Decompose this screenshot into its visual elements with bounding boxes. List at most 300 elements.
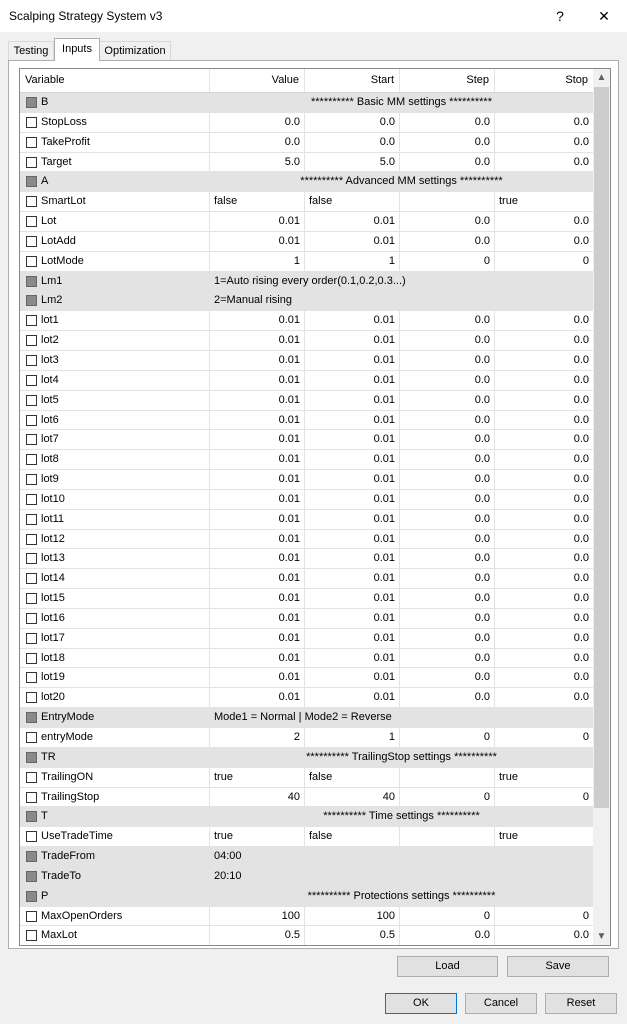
stop-cell[interactable]: 0.0 <box>573 473 589 486</box>
col-start[interactable]: Start <box>305 69 400 92</box>
value-cell[interactable]: 0.01 <box>210 212 305 231</box>
value-cell[interactable]: 0.01 <box>210 530 305 549</box>
value-cell[interactable]: 0.01 <box>210 232 305 251</box>
start-cell[interactable]: 0.01 <box>305 411 400 430</box>
variable-name-cell[interactable] <box>20 807 210 826</box>
load-button[interactable]: Load <box>397 956 498 977</box>
table-row[interactable] <box>20 172 593 192</box>
variable-name-cell[interactable] <box>20 569 210 588</box>
table-row[interactable] <box>20 609 593 629</box>
variable-name: Lm1 <box>41 274 63 287</box>
optimize-checkbox[interactable] <box>26 434 37 445</box>
variable-name: lot6 <box>41 413 59 426</box>
stop-cell[interactable]: 0 <box>582 254 589 267</box>
variable-name-cell[interactable] <box>20 153 210 172</box>
stop-cell[interactable]: 0.0 <box>573 433 589 446</box>
value-cell[interactable]: 40 <box>210 788 305 807</box>
stop-cell[interactable]: 0.0 <box>573 215 589 228</box>
tab-optimization[interactable]: Optimization <box>99 41 171 60</box>
variable-name-cell[interactable] <box>20 609 210 628</box>
variable-name-cell[interactable] <box>20 291 210 310</box>
value-cell[interactable]: 0.0 <box>210 113 305 132</box>
step-cell[interactable]: 0.0 <box>400 549 495 568</box>
value-cell[interactable]: 0.01 <box>210 331 305 350</box>
step-cell[interactable]: 0.0 <box>400 133 495 152</box>
stop-cell[interactable]: 0.0 <box>573 651 589 664</box>
step-cell[interactable]: 0.0 <box>400 212 495 231</box>
stop-cell[interactable]: 0.0 <box>573 532 589 545</box>
optimize-checkbox[interactable] <box>26 553 37 564</box>
table-row[interactable] <box>20 411 593 431</box>
optimize-checkbox[interactable] <box>26 831 37 842</box>
table-row[interactable] <box>20 549 593 569</box>
stop-cell[interactable]: true <box>499 830 518 843</box>
table-row[interactable] <box>20 827 593 847</box>
stop-cell[interactable]: 0.0 <box>573 234 589 247</box>
col-variable[interactable]: Variable <box>20 69 210 92</box>
variable-name-cell[interactable] <box>20 788 210 807</box>
optimize-checkbox[interactable] <box>26 573 37 584</box>
stop-cell[interactable]: 0.0 <box>573 611 589 624</box>
table-row[interactable] <box>20 232 593 252</box>
step-cell[interactable]: 0.0 <box>400 530 495 549</box>
optimize-checkbox[interactable] <box>26 157 37 168</box>
table-row[interactable] <box>20 629 593 649</box>
value-cell[interactable]: 0.01 <box>210 668 305 687</box>
step-cell[interactable]: 0.0 <box>400 688 495 707</box>
variable-name: lot10 <box>41 492 65 505</box>
optimize-checkbox[interactable] <box>26 514 37 525</box>
value-cell[interactable]: 0.0 <box>210 133 305 152</box>
start-cell[interactable]: 0.0 <box>305 113 400 132</box>
variable-name-cell[interactable] <box>20 867 210 886</box>
variable-name-cell[interactable] <box>20 411 210 430</box>
table-row[interactable] <box>20 788 593 808</box>
value-cell[interactable]: false <box>210 192 305 211</box>
optimize-checkbox[interactable] <box>26 891 37 902</box>
variable-name-cell[interactable] <box>20 827 210 846</box>
variable-name-cell[interactable] <box>20 688 210 707</box>
step-cell[interactable]: 0 <box>400 252 495 271</box>
step-cell[interactable]: 0.0 <box>400 649 495 668</box>
stop-cell[interactable]: 0.0 <box>573 115 589 128</box>
value-cell[interactable]: 0.01 <box>210 629 305 648</box>
vertical-scrollbar[interactable] <box>593 69 610 945</box>
step-cell[interactable]: 0.0 <box>400 470 495 489</box>
start-cell[interactable]: 0.01 <box>305 391 400 410</box>
optimize-checkbox[interactable] <box>26 375 37 386</box>
step-cell[interactable]: 0 <box>400 728 495 747</box>
variable-name-cell[interactable] <box>20 371 210 390</box>
variable-name-cell[interactable] <box>20 887 210 906</box>
stop-cell[interactable]: 0.0 <box>573 155 589 168</box>
optimize-checkbox[interactable] <box>26 712 37 723</box>
variable-name: TR <box>41 750 56 763</box>
section-heading: ********** Time settings ********** <box>210 807 593 826</box>
table-row[interactable] <box>20 113 593 133</box>
info-text: 2=Manual rising <box>210 291 593 310</box>
value-cell[interactable]: 0.01 <box>210 430 305 449</box>
cancel-button[interactable]: Cancel <box>465 993 537 1014</box>
step-cell[interactable]: 0.0 <box>400 311 495 330</box>
variable-name-cell[interactable] <box>20 272 210 291</box>
stop-cell[interactable]: 0.0 <box>573 492 589 505</box>
variable-name-cell[interactable] <box>20 450 210 469</box>
value-cell[interactable]: 0.01 <box>210 311 305 330</box>
optimize-checkbox[interactable] <box>26 534 37 545</box>
value-cell[interactable]: 0.01 <box>210 649 305 668</box>
start-cell[interactable]: 0.01 <box>305 470 400 489</box>
save-button[interactable]: Save <box>507 956 609 977</box>
value-cell[interactable]: 0.01 <box>210 490 305 509</box>
scroll-thumb[interactable] <box>594 87 609 808</box>
table-row[interactable] <box>20 133 593 153</box>
optimize-checkbox[interactable] <box>26 236 37 247</box>
variable-name-cell[interactable] <box>20 589 210 608</box>
table-row[interactable] <box>20 649 593 669</box>
optimize-checkbox[interactable] <box>26 851 37 862</box>
stop-cell[interactable]: 0.0 <box>573 135 589 148</box>
start-cell[interactable]: 0.0 <box>305 133 400 152</box>
variable-name: TradeTo <box>41 869 81 882</box>
stop-cell[interactable]: 0.0 <box>573 552 589 565</box>
table-row[interactable] <box>20 331 593 351</box>
stop-cell[interactable]: 0.0 <box>573 572 589 585</box>
table-row[interactable] <box>20 668 593 688</box>
variable-name-cell[interactable] <box>20 311 210 330</box>
variable-name: lot2 <box>41 334 59 347</box>
value-cell[interactable]: 0.01 <box>210 688 305 707</box>
table-row[interactable] <box>20 291 593 311</box>
table-row[interactable] <box>20 807 593 827</box>
variable-name-cell[interactable] <box>20 708 210 727</box>
variable-name-cell[interactable] <box>20 172 210 191</box>
stop-cell[interactable]: 0.0 <box>573 453 589 466</box>
step-cell[interactable]: 0.0 <box>400 371 495 390</box>
value-cell[interactable]: 0.01 <box>210 391 305 410</box>
variable-name-cell[interactable] <box>20 549 210 568</box>
col-value[interactable]: Value <box>210 69 305 92</box>
stop-cell[interactable]: 0.0 <box>573 314 589 327</box>
optimize-checkbox[interactable] <box>26 415 37 426</box>
variable-name-cell[interactable] <box>20 470 210 489</box>
step-cell[interactable]: 0.0 <box>400 926 495 945</box>
start-cell[interactable]: 0.01 <box>305 371 400 390</box>
variable-name-cell[interactable] <box>20 649 210 668</box>
value-cell[interactable]: 100 <box>210 907 305 926</box>
step-cell[interactable]: 0.0 <box>400 589 495 608</box>
stop-cell[interactable]: true <box>499 770 518 783</box>
table-row[interactable] <box>20 887 593 907</box>
table-row[interactable] <box>20 589 593 609</box>
table-row[interactable] <box>20 490 593 510</box>
value-cell[interactable]: 0.01 <box>210 371 305 390</box>
table-row[interactable] <box>20 847 593 867</box>
step-cell[interactable]: 0.0 <box>400 351 495 370</box>
variable-name-cell[interactable] <box>20 490 210 509</box>
step-cell[interactable]: 0.0 <box>400 331 495 350</box>
value-cell[interactable]: 5.0 <box>210 153 305 172</box>
optimize-checkbox[interactable] <box>26 474 37 485</box>
optimize-checkbox[interactable] <box>26 692 37 703</box>
step-cell[interactable]: 0 <box>400 907 495 926</box>
start-cell[interactable]: 0.01 <box>305 629 400 648</box>
value-cell[interactable]: 0.01 <box>210 351 305 370</box>
value-cell[interactable]: 0.01 <box>210 549 305 568</box>
stop-cell[interactable]: 0 <box>582 731 589 743</box>
window-title: Scalping Strategy System v3 <box>9 9 163 23</box>
start-cell[interactable]: false <box>305 192 400 211</box>
step-cell[interactable]: 0 <box>400 788 495 807</box>
variable-name: lot13 <box>41 552 65 565</box>
table-row[interactable] <box>20 530 593 550</box>
table-row[interactable] <box>20 351 593 371</box>
start-cell[interactable]: 0.01 <box>305 331 400 350</box>
value-cell[interactable]: 2 <box>210 728 305 747</box>
optimize-checkbox[interactable] <box>26 494 37 505</box>
variable-name-cell[interactable] <box>20 430 210 449</box>
scroll-down-icon[interactable]: ▼ <box>596 931 607 942</box>
variable-name-cell[interactable] <box>20 192 210 211</box>
optimize-checkbox[interactable] <box>26 117 37 128</box>
start-cell[interactable]: 0.01 <box>305 649 400 668</box>
stop-cell[interactable]: 0.0 <box>573 671 589 684</box>
optimize-checkbox[interactable] <box>26 395 37 406</box>
value-cell[interactable]: 0.01 <box>210 411 305 430</box>
close-button[interactable]: ✕ <box>598 8 610 24</box>
value-cell[interactable]: 0.5 <box>210 926 305 945</box>
variable-name-cell[interactable] <box>20 728 210 747</box>
start-cell[interactable]: false <box>305 768 400 787</box>
table-row[interactable] <box>20 708 593 728</box>
optimize-checkbox[interactable] <box>26 315 37 326</box>
start-cell[interactable]: 0.01 <box>305 212 400 231</box>
optimize-checkbox[interactable] <box>26 792 37 803</box>
step-cell[interactable]: 0.0 <box>400 113 495 132</box>
variable-name-cell[interactable] <box>20 351 210 370</box>
value-cell[interactable]: 0.01 <box>210 609 305 628</box>
optimize-checkbox[interactable] <box>26 276 37 287</box>
variable-name: TradeFrom <box>41 850 95 863</box>
optimize-checkbox[interactable] <box>26 335 37 346</box>
variable-name-cell[interactable] <box>20 212 210 231</box>
ok-button[interactable]: OK <box>385 993 457 1014</box>
step-cell[interactable]: 0.0 <box>400 510 495 529</box>
start-cell[interactable]: 0.01 <box>305 351 400 370</box>
optimize-checkbox[interactable] <box>26 811 37 822</box>
optimize-checkbox[interactable] <box>26 930 37 941</box>
step-cell[interactable]: 0.0 <box>400 629 495 648</box>
table-row[interactable] <box>20 569 593 589</box>
value-cell[interactable]: 0.01 <box>210 589 305 608</box>
start-cell[interactable]: 0.01 <box>305 688 400 707</box>
variable-name-cell[interactable] <box>20 510 210 529</box>
col-stop[interactable]: Stop <box>565 74 588 86</box>
start-cell[interactable]: 1 <box>305 252 400 271</box>
variable-name-cell[interactable] <box>20 847 210 866</box>
variable-name-cell[interactable] <box>20 113 210 132</box>
optimize-checkbox[interactable] <box>26 196 37 207</box>
optimize-checkbox[interactable] <box>26 672 37 683</box>
variable-name-cell[interactable] <box>20 768 210 787</box>
table-row[interactable] <box>20 450 593 470</box>
variable-name: B <box>41 96 49 108</box>
variable-name-cell[interactable] <box>20 748 210 767</box>
table-row[interactable] <box>20 728 593 748</box>
table-row[interactable] <box>20 510 593 530</box>
variable-name: StopLoss <box>41 115 87 128</box>
optimize-checkbox[interactable] <box>26 653 37 664</box>
stop-cell[interactable]: 0.0 <box>573 373 589 386</box>
step-cell[interactable]: 0.0 <box>400 430 495 449</box>
optimize-checkbox[interactable] <box>26 176 37 187</box>
step-cell[interactable]: 0.0 <box>400 391 495 410</box>
value-cell[interactable]: 0.01 <box>210 450 305 469</box>
optimize-checkbox[interactable] <box>26 137 37 148</box>
table-row[interactable] <box>20 311 593 331</box>
start-cell[interactable]: 0.01 <box>305 549 400 568</box>
variable-name: UseTradeTime <box>41 830 113 843</box>
start-cell[interactable]: 0.5 <box>305 926 400 945</box>
step-cell[interactable]: 0.0 <box>400 450 495 469</box>
step-cell[interactable] <box>400 827 495 846</box>
table-row[interactable] <box>20 768 593 788</box>
stop-cell[interactable]: 0.0 <box>573 413 589 426</box>
step-cell[interactable]: 0.0 <box>400 668 495 687</box>
table-row[interactable] <box>20 192 593 212</box>
variable-name: P <box>41 889 49 902</box>
optimize-checkbox[interactable] <box>26 613 37 624</box>
value-cell[interactable]: 1 <box>210 252 305 271</box>
table-row[interactable] <box>20 272 593 292</box>
step-cell[interactable] <box>400 768 495 787</box>
stop-cell[interactable]: true <box>499 195 518 208</box>
section-heading: ********** TrailingStop settings ********** <box>210 748 593 767</box>
stop-cell[interactable]: 0.0 <box>573 929 589 942</box>
start-cell[interactable]: false <box>305 827 400 846</box>
variable-name-cell[interactable] <box>20 530 210 549</box>
table-row[interactable] <box>20 907 593 927</box>
start-cell[interactable]: 0.01 <box>305 668 400 687</box>
start-cell[interactable]: 1 <box>305 728 400 747</box>
variable-name-cell[interactable] <box>20 926 210 945</box>
optimize-checkbox[interactable] <box>26 633 37 644</box>
value-cell[interactable]: 0.01 <box>210 470 305 489</box>
optimize-checkbox[interactable] <box>26 871 37 882</box>
table-row[interactable] <box>20 93 593 113</box>
variable-name-cell[interactable] <box>20 907 210 926</box>
stop-cell[interactable]: 0 <box>582 909 589 922</box>
variable-name-cell[interactable] <box>20 252 210 271</box>
optimize-checkbox[interactable] <box>26 752 37 763</box>
optimize-checkbox[interactable] <box>26 454 37 465</box>
variable-name: MaxOpenOrders <box>41 909 123 922</box>
optimize-checkbox[interactable] <box>26 772 37 783</box>
start-cell[interactable]: 0.01 <box>305 450 400 469</box>
table-row[interactable] <box>20 371 593 391</box>
value-cell[interactable]: 0.01 <box>210 569 305 588</box>
variable-name-cell[interactable] <box>20 331 210 350</box>
start-cell[interactable]: 0.01 <box>305 609 400 628</box>
stop-cell[interactable]: 0.0 <box>573 353 589 366</box>
step-cell[interactable]: 0.0 <box>400 490 495 509</box>
table-row[interactable] <box>20 470 593 490</box>
stop-cell[interactable]: 0.0 <box>573 393 589 406</box>
value-cell[interactable]: true <box>210 827 305 846</box>
variable-name: entryMode <box>41 731 93 743</box>
optimize-checkbox[interactable] <box>26 593 37 604</box>
start-cell[interactable]: 0.01 <box>305 510 400 529</box>
optimize-checkbox[interactable] <box>26 97 37 108</box>
optimize-checkbox[interactable] <box>26 355 37 366</box>
optimize-checkbox[interactable] <box>26 256 37 267</box>
table-row[interactable] <box>20 430 593 450</box>
table-row[interactable] <box>20 153 593 173</box>
help-button[interactable]: ? <box>556 8 564 24</box>
optimize-checkbox[interactable] <box>26 911 37 922</box>
table-row[interactable] <box>20 391 593 411</box>
variable-name-cell[interactable] <box>20 232 210 251</box>
start-cell[interactable]: 5.0 <box>305 153 400 172</box>
variable-name: EntryMode <box>41 711 95 724</box>
start-cell[interactable]: 0.01 <box>305 569 400 588</box>
start-cell[interactable]: 0.01 <box>305 490 400 509</box>
table-row[interactable] <box>20 748 593 768</box>
step-cell[interactable]: 0.0 <box>400 232 495 251</box>
start-cell[interactable]: 0.01 <box>305 232 400 251</box>
step-cell[interactable]: 0.0 <box>400 569 495 588</box>
tab-inputs[interactable]: Inputs <box>54 38 100 61</box>
start-cell[interactable]: 0.01 <box>305 311 400 330</box>
optimize-checkbox[interactable] <box>26 216 37 227</box>
start-cell[interactable]: 0.01 <box>305 530 400 549</box>
stop-cell[interactable]: 0 <box>582 790 589 803</box>
table-row[interactable] <box>20 867 593 887</box>
step-cell[interactable]: 0.0 <box>400 411 495 430</box>
variable-name-cell[interactable] <box>20 93 210 112</box>
col-step[interactable]: Step <box>400 69 495 92</box>
value-cell[interactable]: 0.01 <box>210 510 305 529</box>
step-cell[interactable]: 0.0 <box>400 153 495 172</box>
step-cell[interactable]: 0.0 <box>400 609 495 628</box>
info-text: 20:10 <box>210 867 593 886</box>
stop-cell[interactable]: 0.0 <box>573 334 589 347</box>
stop-cell[interactable]: 0.0 <box>573 592 589 605</box>
step-cell[interactable] <box>400 192 495 211</box>
variable-name-cell[interactable] <box>20 133 210 152</box>
table-row[interactable] <box>20 688 593 708</box>
reset-button[interactable]: Reset <box>545 993 617 1014</box>
optimize-checkbox[interactable] <box>26 295 37 306</box>
scroll-up-icon[interactable]: ▲ <box>596 72 607 83</box>
value-cell[interactable]: true <box>210 768 305 787</box>
table-row[interactable] <box>20 252 593 272</box>
start-cell[interactable]: 100 <box>305 907 400 926</box>
table-row[interactable] <box>20 212 593 232</box>
optimize-checkbox[interactable] <box>26 732 37 743</box>
stop-cell[interactable]: 0.0 <box>573 631 589 644</box>
start-cell[interactable]: 0.01 <box>305 589 400 608</box>
stop-cell[interactable]: 0.0 <box>573 512 589 525</box>
start-cell[interactable]: 40 <box>305 788 400 807</box>
stop-cell[interactable]: 0.0 <box>573 691 589 704</box>
tab-testing[interactable]: Testing <box>8 41 54 60</box>
table-row[interactable] <box>20 926 593 946</box>
variable-name-cell[interactable] <box>20 668 210 687</box>
variable-name-cell[interactable] <box>20 391 210 410</box>
start-cell[interactable]: 0.01 <box>305 430 400 449</box>
variable-name-cell[interactable] <box>20 629 210 648</box>
